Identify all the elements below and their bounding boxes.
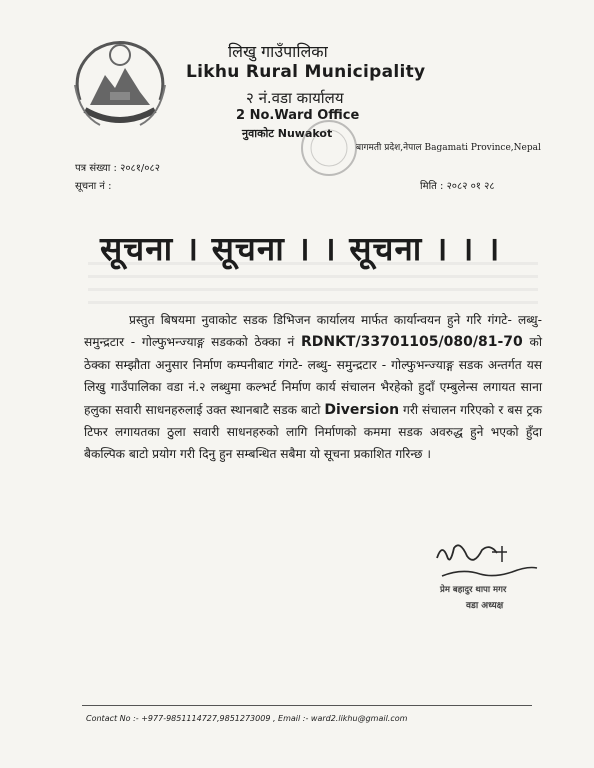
footer-divider [82,705,532,706]
signatory-name: प्रेम बहादुर थापा मगर [440,585,507,595]
office-location: नुवाकोट Nuwakot [242,127,333,140]
reference-block [75,160,160,196]
ward-office-np: २ नं.वडा कार्यालय [246,89,344,107]
notice-title: सूचना । सूचना । । सूचना । । । [100,229,501,268]
notice-body [84,309,542,466]
signatory-title: वडा अध्यक्ष [466,601,504,611]
notice-body-part-2: को ठेक्का सम्झौता अनुसार निर्माण कम्पनीबाट गंगटे- लब्धु- समुन्द्रटार - गोल्फुभन्ज्याङ्ग सडक अन्तर्गत यस लिखु गाउँपालिका वडा नं.२ लब्धुमा कल्भर्ट निर्माण कार्य संचालन भैरहेको हुदाँ एम्बुलेन्स लगायत साना हलुका सवारी साधनहरुलाई उक्त स्थानबाटै सडक बाटो [84,335,543,417]
ref-value: २०८१/०८२ [120,163,160,174]
handwritten-signature [432,538,542,588]
ward-office-en: 2 No.Ward Office [236,108,360,123]
diversion-word: Diversion [324,401,400,418]
municipality-name-np: लिखु गाउँपालिका [228,42,328,61]
contract-number: RDNKT/33701105/080/81-70 [300,334,523,351]
ref-label: पत्र संख्या : [75,163,117,174]
municipality-name-en: Likhu Rural Municipality [186,62,426,82]
date-value: २०८२ ०१ २८ [446,181,495,192]
nepal-emblem-icon [60,30,180,145]
date-label: मिति : [420,181,444,192]
notice-body-part-3: गरी संचालन गरिएको र बस ट्रक टिफर लगायतका ठुला सवारी साधनहरुको लागि निर्माणको कममा सडक अवरुद्ध हुने भएको हुँदा बैकल्पिक बाटो प्रयोग गरी दिनु हुन सम्बन्धित सबैमा यो सूचना प्रकाशित गरिन्छ । [84,402,543,462]
notice-body-part-1: प्रस्तुत बिषयमा नुवाकोट सडक डिभिजन कार्यालय मार्फत कार्यान्वयन हुने गरि गंगटे- लब्धु- समुन्द्रटार - गोल्फुभन्ज्याङ्ग सडकको ठेक्का नं [84,313,542,350]
province-line: बागमती प्रदेश,नेपाल Bagamati Province,Nepal [356,143,541,153]
notice-no-label: सूचना नं : [75,181,112,192]
footer-contact: Contact No :- +977-9851114727,9851273009 , Email :- ward2.likhu@gmail.com [86,714,408,723]
date-block [420,178,495,192]
